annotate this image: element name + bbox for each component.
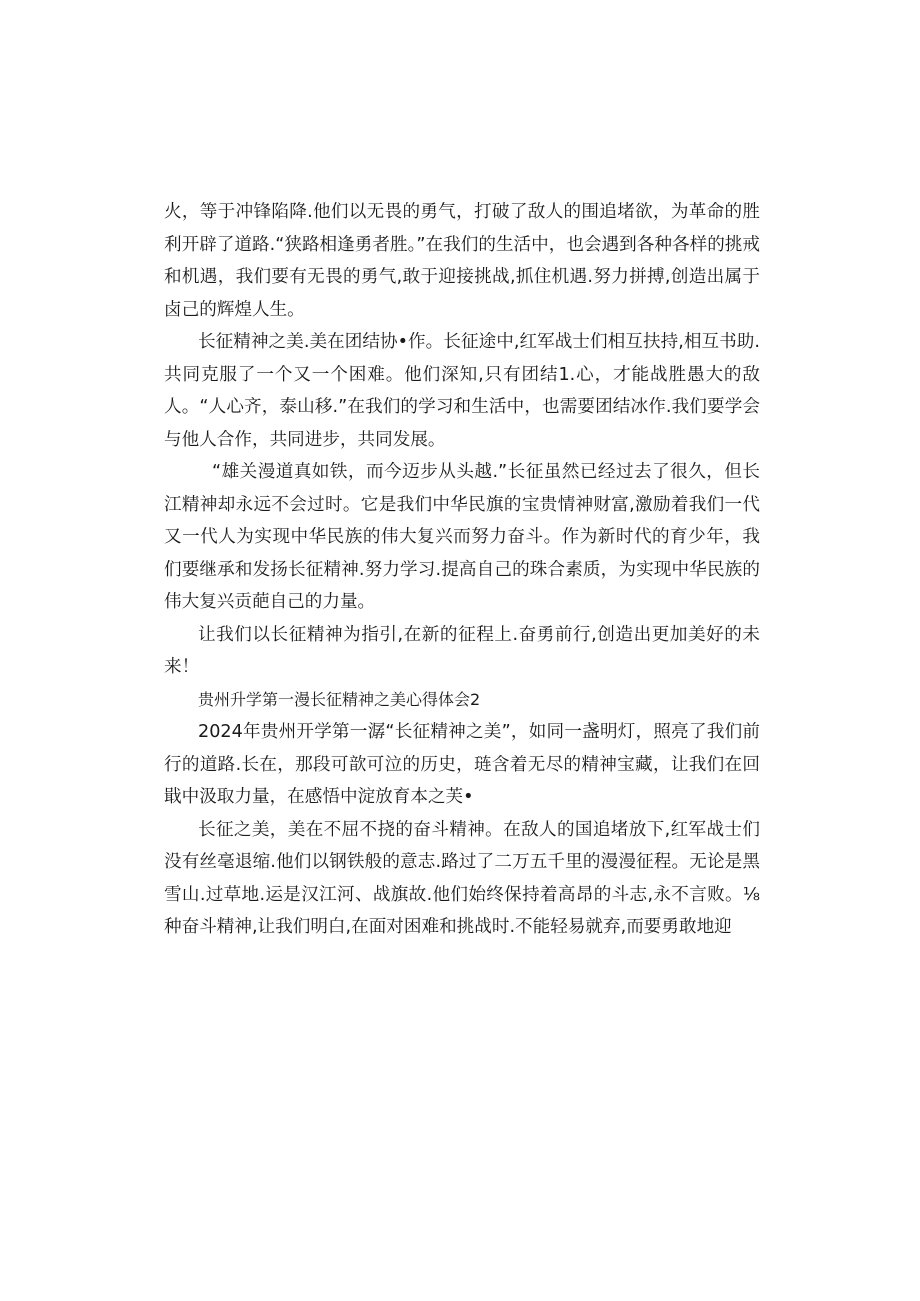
section-title: 贵州升学第一漫长征精神之美心得体会2 (198, 689, 481, 709)
paragraph-1: 火，等于冲锋陷降.他们以无畏的勇气，打破了敌人的围追堵欲，为革命的胜利开辟了道路.“狭路相逢勇者胜。”在我们的生活中，也会遇到各种各样的挑戒和机遇，我们要有无畏的勇气,敢于迎接挑战,抓住机遇.努力拼搏,创造出属于卤己的辉煌人生。 (164, 202, 760, 320)
paragraph-5: 2024年贵州开学第一潺“长征精神之美”，如同一盏明灯，照亮了我们前行的道路.长在，那段可歆可泣的历史，琏含着无尽的精神宝藏，让我们在回戢中汲取力量，在感悟中淀放育本之芙• (164, 722, 760, 807)
document-body (164, 196, 760, 944)
paragraph-2: 长征精神之美.美在团结协•作。长征途中,红军战士们相互扶持,相互书助.共同克服了一个又一个困难。他们深知,只有团结1.心，才能战胜愚大的敌人。“人心齐，泰山移.”在我们的学习和生活中，也需要团结冰作.我们要学会与他人合作，共同进步，共同发展。 (164, 332, 760, 450)
paragraph-6: 长征之美，美在不屈不挠的奋斗精神。在敌人的国追堵放下,红军战士们没有丝毫退缩.他们以钢铁般的意志.路过了二万五千里的漫漫征程。无论是黑雪山.过草地.运是汉江河、战旗故.他们始终保持着高昂的斗志,永不言败。⅛种奋斗精神,让我们明白,在面对困难和挑战时.不能轻易就弃,而要勇敢地迎 (164, 819, 760, 937)
paragraph-3: “雄关漫道真如铁，而今迈步从头越.”长征虽然已经过去了很久，但长江精神却永远不会过时。它是我们中华民旗的宝贵情神财富,激励着我们一代又一代人为实现中华民族的伟大复兴而努力奋斗。作为新时代的育少年，我们要继承和发扬长征精神.努力学习.提高自己的珠合素质，为实现中华民族的伟大复兴贡葩自己的力量。 (164, 462, 760, 612)
paragraph-4: 让我们以长征精神为指引,在新的征程上.奋勇前行,创造出更加美好的未来！ (164, 624, 760, 677)
